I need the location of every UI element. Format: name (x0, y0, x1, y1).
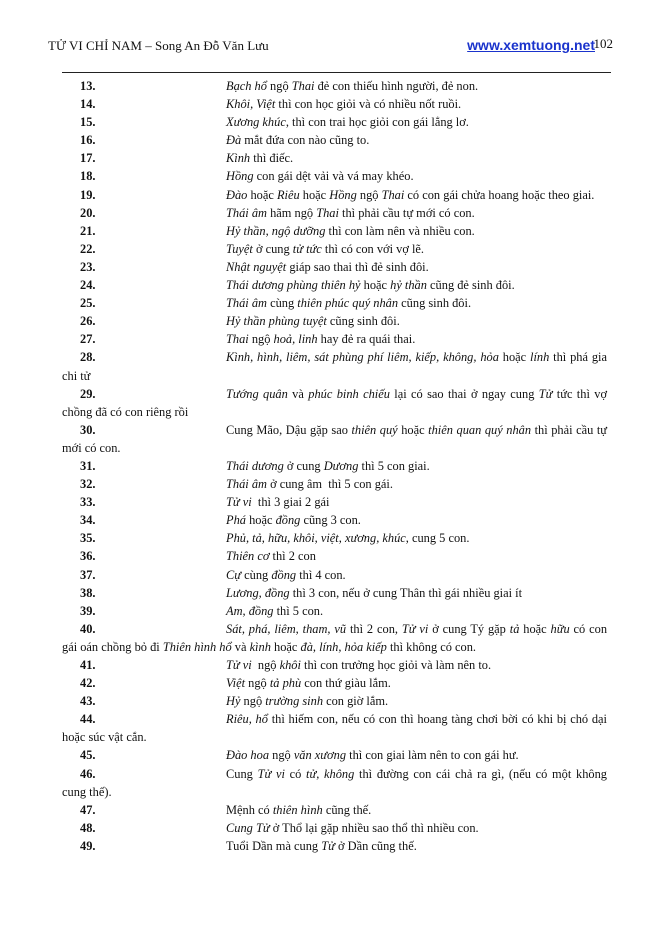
list-item (62, 385, 607, 421)
item-text: Phá hoặc đồng cũng 3 con. (226, 513, 361, 528)
list-item (62, 457, 607, 475)
item-number: 31. (80, 458, 96, 473)
item-text: Hỷ ngộ trường sinh con giờ lắm. (226, 694, 389, 709)
item-text: Thai ngộ hoả, linh hay đẻ ra quái thai. (226, 332, 416, 347)
list-item (62, 131, 607, 149)
item-number: 40. (80, 621, 96, 636)
item-number: 15. (80, 115, 96, 130)
item-text: Hồng con gái dệt vải và vá may khéo. (226, 169, 414, 184)
list-item (62, 475, 607, 493)
item-text: Khôi, Việt thì con học giỏi và có nhiều nốt ruồi. (226, 97, 462, 112)
item-text: Thái dương ở cung Dương thì 5 con giai. (226, 458, 430, 473)
list-item (62, 113, 607, 131)
numbered-list (62, 77, 607, 855)
list-item (62, 167, 607, 185)
item-text: Xương khúc, thì con trai học giỏi con gái lẳng lơ. (226, 115, 469, 130)
item-number: 18. (80, 169, 96, 184)
item-text: Mệnh có thiên hình cũng thế. (226, 802, 372, 817)
list-item (62, 348, 607, 384)
item-text: Cung Mão, Dậu gặp sao thiên quý hoặc thiên quan quý nhân thì phải cầu tự mới có con. (62, 422, 608, 455)
list-item (62, 186, 607, 204)
item-text: Việt ngộ tả phù con thứ giàu lắm. (226, 676, 391, 691)
list-item (62, 77, 607, 95)
item-number: 21. (80, 223, 96, 238)
list-item (62, 819, 607, 837)
item-number: 32. (80, 477, 96, 492)
item-number: 28. (80, 350, 96, 365)
list-item (62, 149, 607, 167)
item-text: Đào hoặc Riêu hoặc Hồng ngộ Thai có con gái chửa hoang hoặc theo giai. (226, 187, 595, 202)
item-text: Am, đồng thì 5 con. (226, 603, 324, 618)
item-number: 48. (80, 820, 96, 835)
list-item (62, 511, 607, 529)
list-item (62, 330, 607, 348)
list-item (62, 584, 607, 602)
list-item (62, 529, 607, 547)
item-text: Nhật nguyệt giáp sao thai thì đẻ sinh đôi. (226, 259, 429, 274)
list-item (62, 656, 607, 674)
item-number: 30. (80, 422, 96, 437)
item-number: 44. (80, 712, 96, 727)
list-item (62, 674, 607, 692)
item-text: Thái âm ở cung âm thì 5 con gái. (226, 477, 393, 492)
list-item (62, 204, 607, 222)
item-text: Riêu, hổ thì hiếm con, nếu có con thì hoang tàng chơi bời có khi bị chó dại hoặc súc vật cắn. (62, 712, 607, 745)
item-number: 38. (80, 585, 96, 600)
item-number: 46. (80, 766, 96, 781)
item-number: 20. (80, 205, 96, 220)
item-text: Tuyệt ở cung tử tức thì có con với vợ lẽ. (226, 241, 425, 256)
item-text: Cung Tử ở Thổ lại gặp nhiều sao thổ thì nhiều con. (226, 820, 479, 835)
list-item (62, 801, 607, 819)
website-link[interactable]: www.xemtuong.net (467, 37, 595, 53)
list-item (62, 294, 607, 312)
item-text: Thái dương phùng thiên hỷ hoặc hỷ thần cũng đẻ sinh đôi. (226, 278, 515, 293)
list-item (62, 493, 607, 511)
item-number: 33. (80, 495, 96, 510)
item-number: 24. (80, 278, 96, 293)
item-number: 19. (80, 187, 96, 202)
item-number: 23. (80, 259, 96, 274)
item-text: Tướng quân và phúc binh chiếu lại có sao thai ở ngay cung Tử tức thì vợ chồng đã có con riêng rồi (62, 386, 608, 419)
item-text: Đào hoa ngộ văn xương thì con giai làm nên to con gái hư. (226, 748, 519, 763)
page-header (48, 38, 613, 58)
item-number: 22. (80, 241, 96, 256)
list-item (62, 620, 607, 656)
list-item (62, 837, 607, 855)
item-number: 37. (80, 567, 96, 582)
list-item (62, 276, 607, 294)
item-text: Cung Tử vi có tử, không thì đường con cái chả ra gì, (nếu có một không cung thế). (62, 766, 607, 799)
item-text: Tuổi Dần mà cung Tử ở Dần cũng thế. (226, 838, 417, 853)
item-number: 41. (80, 658, 96, 672)
list-item (62, 222, 607, 240)
list-item (62, 710, 607, 746)
item-text: Bạch hổ ngộ Thai đẻ con thiếu hình người, đẻ non. (226, 79, 479, 93)
item-text: Thái âm hãm ngộ Thai thì phải cầu tự mới có con. (226, 205, 475, 220)
item-text: Kình, hình, liêm, sát phùng phí liêm, kiếp, không, hỏa hoặc lính thì phá gia chi tử (62, 350, 608, 383)
list-item (62, 602, 607, 620)
list-item (62, 240, 607, 258)
item-number: 47. (80, 802, 96, 817)
item-number: 35. (80, 531, 96, 546)
item-number: 43. (80, 694, 96, 709)
item-text: Kình thì điếc. (226, 151, 294, 166)
item-text: Phủ, tả, hữu, khôi, việt, xương, khúc, cung 5 con. (226, 531, 470, 546)
list-item (62, 566, 607, 584)
item-number: 26. (80, 314, 96, 329)
item-text: Sát, phá, liêm, tham, vũ thì 2 con, Tử vi ở cung Tý gặp tả hoặc hữu có con gái oán chồng bỏ đi Thiên hình hổ và kình hoặc đà, lính, hỏa kiếp thì không có con. (62, 621, 608, 654)
list-item (62, 765, 607, 801)
item-number: 36. (80, 549, 96, 564)
list-item (62, 547, 607, 565)
item-number: 49. (80, 838, 96, 853)
item-number: 29. (80, 386, 96, 401)
item-number: 14. (80, 97, 96, 112)
item-text: Tử vi ngộ khôi thì con trưởng học giỏi và làm nên to. (226, 658, 492, 672)
list-item (62, 746, 607, 764)
list-item (62, 692, 607, 710)
list-item (62, 95, 607, 113)
item-number: 16. (80, 133, 96, 148)
list-item (62, 258, 607, 276)
item-number: 42. (80, 676, 96, 691)
item-text: Hỷ thần phùng tuyệt cũng sinh đôi. (226, 314, 400, 329)
item-text: Thái âm cùng thiên phúc quý nhân cũng sinh đôi. (226, 296, 472, 311)
item-number: 17. (80, 151, 96, 166)
item-number: 27. (80, 332, 96, 347)
item-number: 39. (80, 603, 96, 618)
book-title: TỬ VI CHỈ NAM – Song An Đỗ Văn Lưu (48, 38, 269, 53)
item-number: 34. (80, 513, 96, 528)
item-text: Cự cùng đồng thì 4 con. (226, 567, 346, 582)
item-number: 25. (80, 296, 96, 311)
item-text: Lương, đồng thì 3 con, nếu ở cung Thân thì gái nhiều giai ít (226, 585, 523, 600)
item-number: 45. (80, 748, 96, 763)
item-number: 13. (80, 79, 96, 93)
list-item (62, 312, 607, 330)
header-rule (62, 72, 611, 73)
item-text: Hỷ thần, ngộ dưỡng thì con làm nên và nhiều con. (226, 223, 475, 238)
item-text: Thiên cơ thì 2 con (226, 549, 316, 564)
list-item (62, 421, 607, 457)
item-text: Đà mắt đứa con nào cũng to. (226, 133, 370, 148)
item-text: Tử vi thì 3 giai 2 gái (226, 495, 330, 510)
page-number: 102 (593, 36, 613, 51)
